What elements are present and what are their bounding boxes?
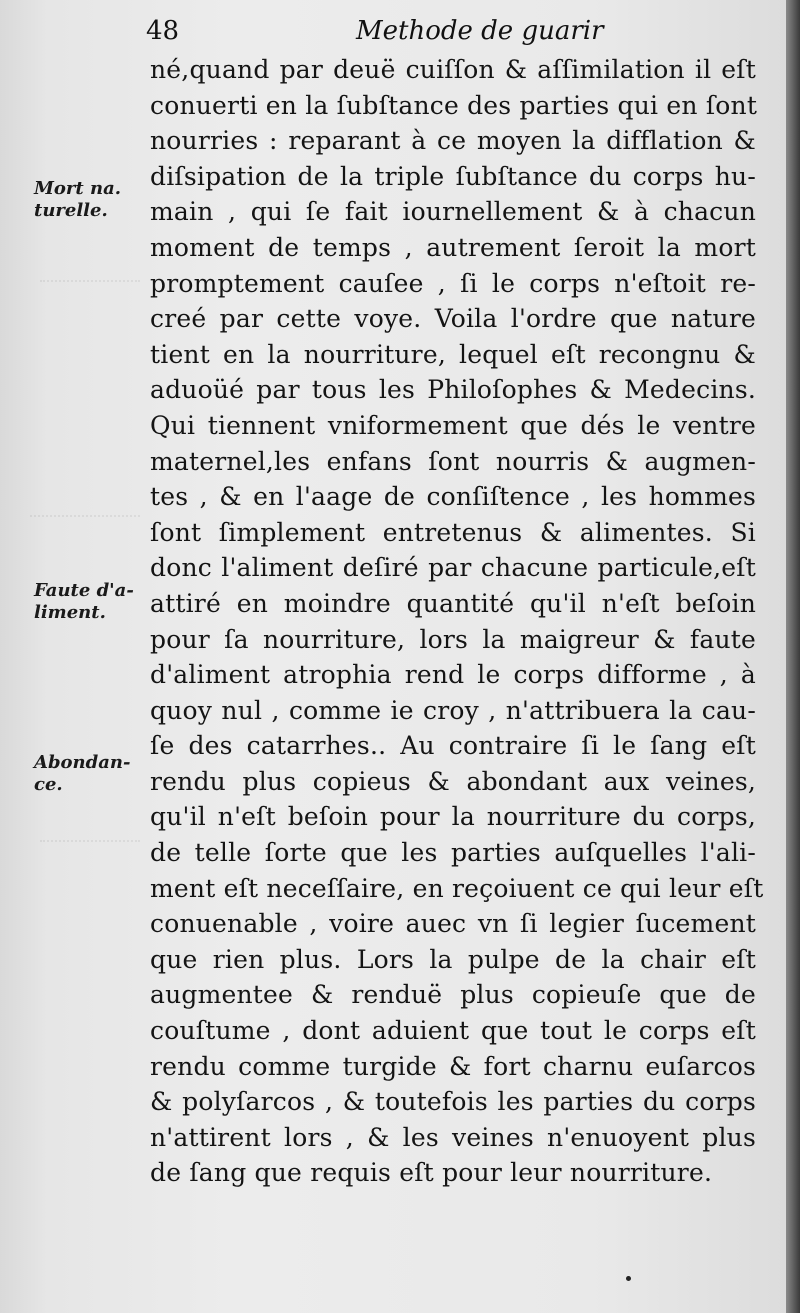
text-line: conuenable , voire auec vn ſi legier ſucement [150, 909, 756, 939]
text-line: né,quand par deuë cuiſſon & aſſimilation il eſt [150, 55, 756, 84]
text-line: quoy nul , comme ie croy , n'attribuera la cau- [150, 695, 756, 725]
text-line: d'aliment atrophia rend le corps difforme , à [150, 660, 756, 690]
text-line: pour ſa nourriture, lors la maigreur & faute [150, 624, 756, 654]
margin-note-mort-naturelle: Mort na. turelle. [34, 178, 122, 221]
show-through-mark [40, 280, 140, 322]
text-line: aduoüé par tous les Philoſophes & Medecins. [150, 375, 756, 405]
text-line: Qui tiennent vniformement que dés le ventre [150, 410, 756, 440]
margin-note-faute-daliment: Faute d'a- liment. [34, 580, 134, 623]
text-line: creé par cette voye. Voila l'ordre que nature [150, 304, 756, 334]
text-line: de ſang que requis eſt pour leur nourriture. [150, 1158, 713, 1188]
text-line: rendu comme turgide & fort charnu euſarcos [150, 1051, 756, 1081]
text-line: ſe des catarrhes.. Au contraire ſi le ſang eſt [150, 731, 756, 761]
text-line: & polyſarcos , & toutefois les parties du corps [150, 1087, 756, 1117]
text-line: n'attirent lors , & les veines n'enuoyent plus [150, 1122, 756, 1152]
page-edge-shadow [786, 0, 800, 1313]
text-line: main , qui ſe fait iournellement & à chacun [150, 197, 756, 227]
show-through-mark [30, 515, 140, 557]
text-line: de telle ſorte que les parties auſquelles l'ali- [150, 838, 756, 868]
text-line: ſont ſimplement entretenus & alimentes. Si [150, 517, 756, 547]
text-line: promptement cauſee , ſi le corps n'eſtoit re- [150, 268, 756, 298]
text-line: conuerti en la ſubſtance des parties qui en ſont [150, 90, 758, 120]
page-header [146, 12, 746, 48]
text-line: nourries : reparant à ce moyen la difflation & [150, 126, 756, 156]
text-line: rendu plus copieus & abondant aux veines, [150, 766, 756, 796]
running-title: Methode de guarir [356, 16, 604, 46]
margin-note-abondance: Abondan- ce. [34, 752, 131, 795]
text-line: maternel,les enfans ſont nourris & augmen- [150, 446, 756, 476]
text-line: couſtume , dont aduient que tout le corps eſt [150, 1016, 756, 1046]
text-line: ment eſt neceſſaire, en reçoiuent ce qui leur eſt [150, 873, 764, 903]
text-line: augmentee & renduë plus copieuſe que de [150, 980, 756, 1010]
text-line: moment de temps , autrement ſeroit la mort [150, 232, 756, 262]
text-line: qu'il n'eſt beſoin pour la nourriture du corps, [150, 802, 756, 832]
body-text [150, 52, 764, 1191]
text-line: tient en la nourriture, lequel eſt recongnu & [150, 339, 756, 369]
show-through-mark [40, 840, 140, 902]
page-number: 48 [146, 16, 180, 46]
text-line: tes , & en l'aage de conſiſtence , les hommes [150, 482, 756, 512]
text-line: diſsipation de la triple ſubſtance du corps hu- [150, 161, 756, 191]
text-line: donc l'aliment deſiré par chacune particule,eſt [150, 553, 756, 583]
ink-speck [626, 1276, 631, 1281]
text-line: attiré en moindre quantité qu'il n'eſt beſoin [150, 588, 756, 618]
text-line: que rien plus. Lors la pulpe de la chair eſt [150, 944, 756, 974]
